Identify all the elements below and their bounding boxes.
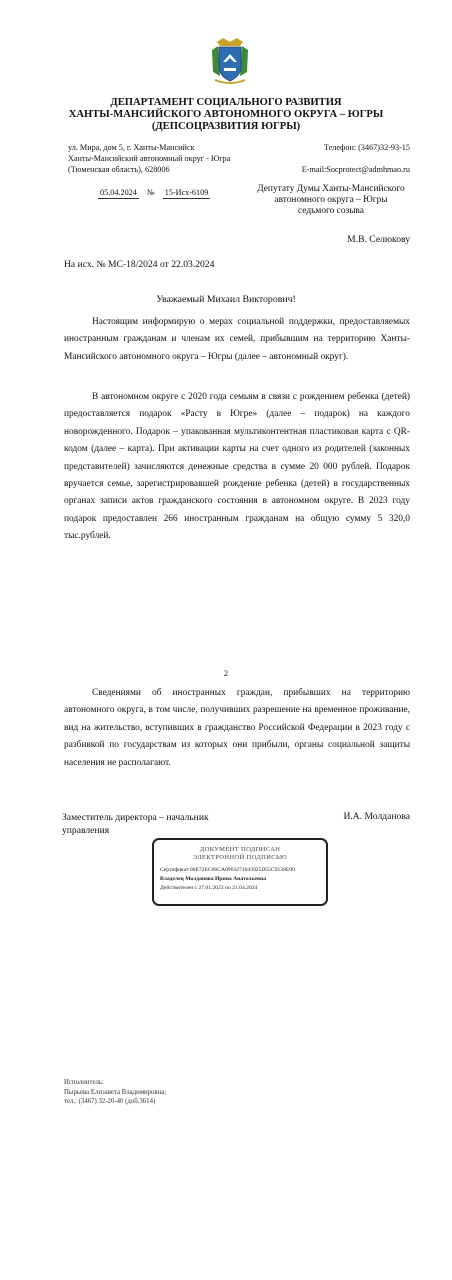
stamp-validity: Действителен с 27.01.2023 по 21.04.2024 (160, 885, 258, 891)
body-paragraph-2: В автономном округе с 2020 года семьям в связи с рождением ребенка (детей) предоставляется подарок «Расту в Югре» (далее – подарок) на каждого новорожденного. Подарок – упакованная мультиконтентная пластиковая карта с QR-кодом (далее – карта). При активации карты на счет одного из родителей (законных представителей) зачисляются денежные средства в сумме 20 000 рублей. Подарок вручается семье, зарегистрировавшей рождение ребенка (детей) в государственных органах записи актов гражданского состояния в автономном округе. В 2023 году подарок предоставлен 266 иностранным гражданам на общую сумму 5 320,0 тыс.рублей. (64, 392, 410, 542)
org-short-name: (ДЕПСОЦРАЗВИТИЯ ЮГРЫ) (151, 121, 301, 132)
email-text: E-mail:Socprotect@admhmao.ru (301, 165, 410, 174)
coat-of-arms-emblem (209, 36, 251, 86)
stamp-certificate: Сертификат 00E72EC06CA0963271043925D55C9138E00 (160, 867, 295, 873)
address-line3: (Тюменская область), 628006 (68, 165, 170, 174)
greeting: Уважаемый Михаил Викторович! (156, 294, 296, 305)
addressee-block (242, 184, 420, 217)
org-name-line2: ХАНТЫ-МАНСИЙСКОГО АВТОНОМНОГО ОКРУГА – ЮГРЫ (68, 109, 384, 120)
addressee-line2: автономного округа – Югры (274, 195, 388, 205)
registration-line (98, 188, 210, 199)
page-number: 2 (223, 668, 229, 678)
stamp-owner: Владелец Молданова Ирина Анатольевна (160, 876, 267, 882)
phone-text: Телефон: (3467)32-93-15 (323, 143, 410, 152)
body-paragraph-1: Настоящим информирую о мерах социальной поддержки, предоставляемых иностранным гражданам и членам их семей, прибывшим на территорию Ханты-Мансийского автономного округа – Югры (далее – автономный округ). (64, 317, 410, 362)
addressee-name: М.В. Селюкову (347, 234, 410, 245)
stamp-title-line1: ДОКУМЕНТ ПОДПИСАН (199, 846, 281, 853)
signatory-position (62, 811, 209, 837)
reference-line: На исх. № МС-18/2024 от 22.03.2024 (64, 259, 215, 270)
executor-label: Исполнитель: (64, 1079, 104, 1086)
stamp-title-line2: ЭЛЕКТРОННОЙ ПОДПИСЬЮ (192, 854, 288, 861)
address-line2: Ханты-Мансийский автономный округ - Югра (68, 154, 231, 163)
org-name-line1: ДЕПАРТАМЕНТ СОЦИАЛЬНОГО РАЗВИТИЯ (110, 97, 342, 108)
addressee-line1: Депутату Думы Ханты-Мансийского (257, 184, 405, 194)
signatory-position-line1: Заместитель директора – начальник (62, 812, 209, 823)
addressee-line3: седьмого созыва (298, 206, 364, 216)
body-paragraph-3: Сведениями об иностранных граждан, прибывших на территорию автономного округа, в том числе, получивших разрешение на временное проживание, вид на жительство, вступивших в гражданство Российской Федерации в 2023 году с разбивкой по государствам из которых они прибыли, органы социальной защиты населения не располагают. (64, 688, 410, 768)
address-line1: ул. Мира, дом 5, г. Ханты-Мансийск (68, 143, 195, 152)
executor-phone: тел.: (3467) 32-20-40 (доб.3614) (64, 1098, 156, 1105)
electronic-signature-stamp (152, 838, 328, 906)
signatory-name: И.А. Молданова (343, 811, 410, 822)
reg-number-label: № (146, 188, 155, 197)
executor-block (64, 1078, 166, 1107)
signatory-position-line2: управления (62, 825, 110, 836)
reg-date: 05.04.2024 (100, 188, 137, 197)
executor-name: Пырьева Елизавета Владимировна; (64, 1088, 167, 1096)
reg-number: 15-Исх-6109 (164, 188, 209, 197)
